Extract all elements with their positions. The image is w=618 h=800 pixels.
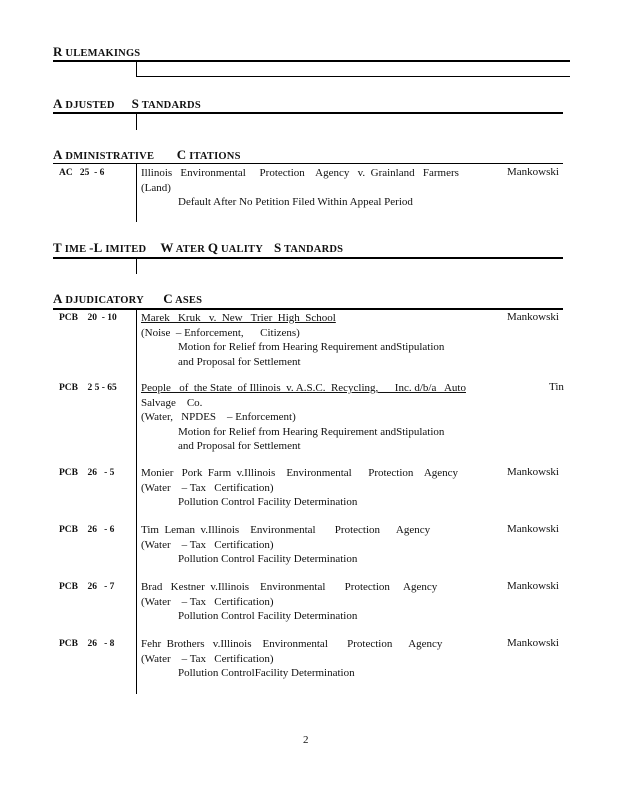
case-entry bbox=[141, 523, 471, 567]
adjudicatory-cases-rule bbox=[53, 308, 563, 310]
case-category: (Land) bbox=[141, 181, 171, 194]
case-assignee: Mankowski bbox=[507, 523, 559, 535]
case-title: People of the State of Illinois v. A.S.C. Recycling, Inc. d/b/a Auto bbox=[141, 382, 466, 394]
case-action-item: Pollution Control Facility Determination bbox=[178, 496, 358, 508]
case-action-item: Pollution Control Facility Determination bbox=[178, 610, 358, 622]
case-title: Tim Leman v.Illinois Environmental Protection Agency bbox=[141, 524, 431, 536]
case-action-item-continued: and Proposal for Settlement bbox=[178, 440, 301, 452]
section-title-adjudicatory-cases: A DJUDICATORY C ASES bbox=[53, 291, 203, 306]
case-entry bbox=[141, 311, 471, 369]
section-title-time-limited-water-quality-standards: T IME -L IMITED W ATER Q UALITY S TANDARDS bbox=[53, 240, 344, 255]
case-entry bbox=[141, 580, 471, 624]
case-category: (Water – Tax Certification) bbox=[141, 538, 274, 551]
case-title: Brad Kestner v.Illinois Environmental Protection Agency bbox=[141, 581, 438, 593]
case-title-continued: Salvage Co. bbox=[141, 396, 203, 409]
rulemakings-rule-bottom bbox=[136, 76, 570, 77]
case-title: Illinois Environmental Protection Agency v. Grainland Farmers bbox=[141, 167, 459, 179]
section-title-administrative-citations: A DMINISTRATIVE C ITATIONS bbox=[53, 147, 241, 162]
time-limited-rule bbox=[53, 257, 563, 259]
case-category: (Water – Tax Certification) bbox=[141, 595, 274, 608]
case-assignee: Mankowski bbox=[507, 466, 559, 478]
case-number: PCB 2 5 - 65 bbox=[59, 383, 117, 393]
case-action-item: Pollution Control Facility Determination bbox=[178, 553, 358, 565]
case-assignee: Mankowski bbox=[507, 166, 559, 178]
case-action-item: Default After No Petition Filed Within Appeal Period bbox=[178, 196, 413, 208]
case-assignee: Tin bbox=[549, 381, 564, 393]
case-entry bbox=[141, 466, 471, 510]
rulemakings-rule bbox=[53, 60, 570, 62]
case-assignee: Mankowski bbox=[507, 637, 559, 649]
case-entry bbox=[141, 381, 471, 454]
case-action-item: Pollution ControlFacility Determination bbox=[178, 667, 355, 679]
administrative-citations-divider bbox=[136, 164, 137, 222]
case-category: (Water – Tax Certification) bbox=[141, 652, 274, 665]
time-limited-divider bbox=[136, 259, 137, 274]
case-number: PCB 26 - 8 bbox=[59, 639, 115, 649]
case-action-item-continued: and Proposal for Settlement bbox=[178, 355, 301, 368]
case-category: (Water, NPDES – Enforcement) bbox=[141, 411, 296, 423]
case-number: PCB 20 - 10 bbox=[59, 313, 117, 323]
section-title-rulemakings: R ULEMAKINGS bbox=[53, 44, 141, 59]
case-number: PCB 26 - 5 bbox=[59, 468, 115, 478]
case-number: PCB 26 - 7 bbox=[59, 582, 115, 592]
case-category: (Noise – Enforcement, Citizens) bbox=[141, 326, 300, 339]
case-title: Monier Pork Farm v.Illinois Environmental Protection Agency bbox=[141, 467, 459, 479]
case-title: Marek Kruk v. New Trier High School bbox=[141, 312, 336, 324]
case-assignee: Mankowski bbox=[507, 580, 559, 592]
adjusted-standards-divider bbox=[136, 114, 137, 130]
case-assignee: Mankowski bbox=[507, 311, 559, 323]
case-number: AC 25 - 6 bbox=[59, 168, 105, 178]
case-category: (Water – Tax Certification) bbox=[141, 481, 274, 494]
case-number: PCB 26 - 6 bbox=[59, 525, 115, 535]
page-number: 2 bbox=[303, 734, 309, 746]
administrative-citations-rule bbox=[53, 163, 563, 164]
case-entry bbox=[141, 166, 471, 210]
section-title-adjusted-standards: A DJUSTED S TANDARDS bbox=[53, 96, 201, 111]
case-action-item: Motion for Relief from Hearing Requirement andStipulation bbox=[178, 341, 445, 353]
rulemakings-divider bbox=[136, 62, 137, 77]
case-entry bbox=[141, 637, 471, 681]
case-title: Fehr Brothers v.Illinois Environmental Protection Agency bbox=[141, 638, 443, 650]
case-action-item: Motion for Relief from Hearing Requirement andStipulation bbox=[178, 425, 445, 438]
adjudicatory-cases-divider bbox=[136, 310, 137, 694]
adjusted-standards-rule bbox=[53, 112, 563, 114]
